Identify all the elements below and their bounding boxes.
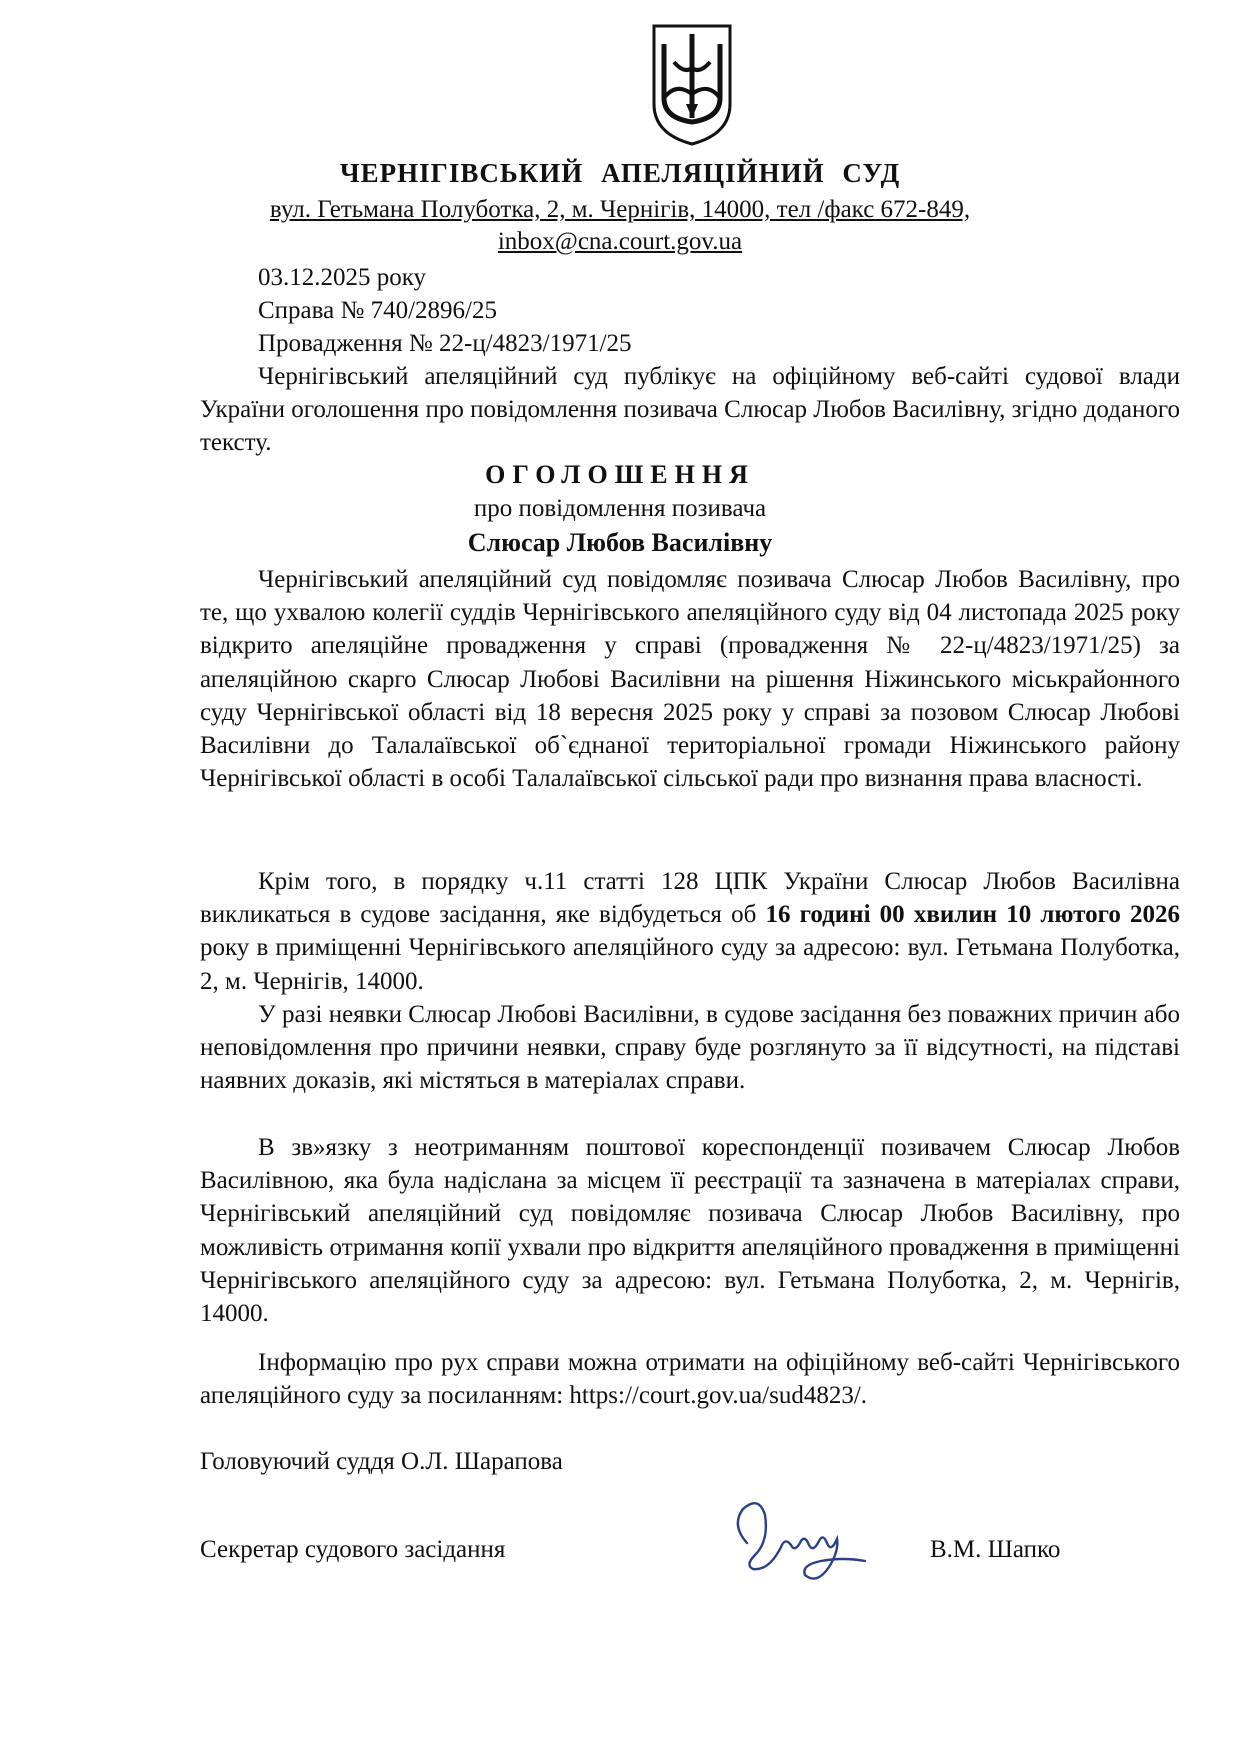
document-date: 03.12.2025 року [258,264,427,291]
coat-of-arms-icon [650,22,734,148]
announcement-title: ОГОЛОШЕННЯ [485,460,755,489]
secretary-name: В.М. Шапко [930,1536,1061,1563]
hearing-datetime: 16 годині 00 хвилин 10 лютого 2026 [765,901,1181,929]
intro-paragraph: Чернігівський апеляційний суд публікує на офіційному веб-сайті судової влади України оголошення про повідомлення позивача Слюсар Любов Василівну, згідно доданого тексту. [200,363,1180,457]
hearing-text-after: року в приміщенні Чернігівського апеляційного суду за адресою: вул. Гетьмана Полуботка, 2, м. Чернігів, 14000. [200,934,1180,995]
proceeding-number: Провадження № 22-ц/4823/1971/25 [258,330,632,357]
body-paragraph-1: Чернігівський апеляційний суд повідомляє позивача Слюсар Любов Василівну, про те, що ухвалою колегії суддів Чернігівського апеляційного суду від 04 листопада 2025 року відкрито апеляційне провадження у справі (провадження № 22-ц/4823/1971/25) за апеляційною скарго Слюсар Любові Василівни на рішення Ніжинського міськрайонного суду Чернігівської області від 18 вересня 2025 року у справі за позовом Слюсар Любові Василівни до Талалаївської об`єднаної територіальної громади Ніжинського району Чернігівської області в особі Талалаївської сільської ради про визнання права власності. [200,566,1180,793]
body-paragraph-5: Інформацію про рух справи можна отримати на офіційному веб-сайті Чернігівського апеляційного суду за посиланням: https://court.gov.ua/sud4823/. [200,1349,1180,1410]
judge-signature-line: Головуючий суддя О.Л. Шарапова [200,1448,563,1475]
case-number: Справа № 740/2896/25 [258,297,497,324]
court-name: ЧЕРНІГІВСЬКИЙ АПЕЛЯЦІЙНИЙ СУД [339,158,901,188]
announcement-person: Слюсар Любов Василівну [467,528,773,557]
body-paragraph-2 [200,865,1180,998]
court-address: вул. Гетьмана Полуботка, 2, м. Чернігів, 14000, тел /факс 672-849, [269,196,971,223]
hearing-text-before: Крім того, в порядку ч.11 статті 128 ЦПК України Слюсар Любов Василівна викликаться в судове засідання, яке відбудеться об [200,868,1180,929]
handwritten-signature [725,1485,870,1595]
body-paragraph-4: В зв»язку з неотриманням поштової кореспонденції позивачем Слюсар Любов Василівною, яка була надіслана за місцем її реєстрації та зазначена в матеріалах справи, Чернігівський апеляційний суд повідомляє позивача Слюсар Любов Василівну, про можливість отримання копії ухвали про відкриття апеляційного провадження в приміщенні Чернігівського апеляційного суду за адресою: вул. Гетьмана Полуботка, 2, м. Чернігів, 14000. [200,1134,1180,1328]
body-paragraph-3: У разі неявки Слюсар Любові Василівни, в судове засідання без поважних причин або неповідомлення про причини неявки, справу буде розглянуто за її відсутності, на підставі наявних доказів, які містяться в матеріалах справи. [200,1001,1180,1095]
court-email: inbox@cna.court.gov.ua [497,228,743,255]
secretary-label: Секретар судового засідання [200,1536,506,1563]
announcement-subtitle: про повідомлення позивача [473,495,767,522]
